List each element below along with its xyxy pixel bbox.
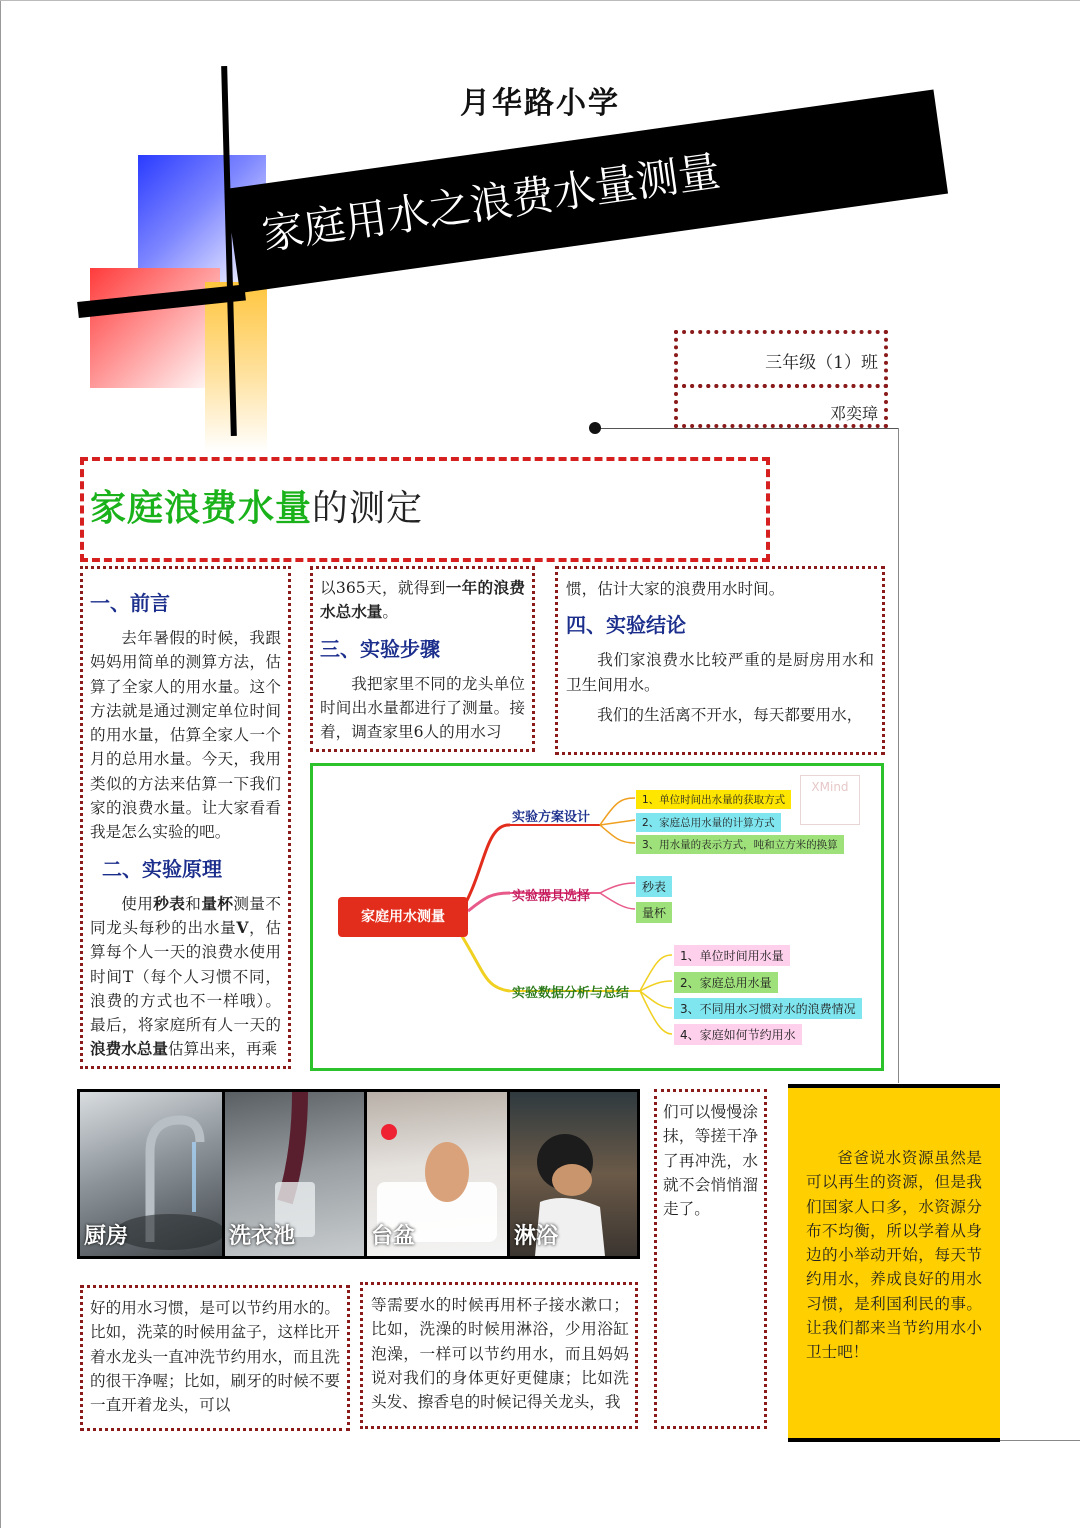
mindmap-leaf-stopwatch: 秒表 bbox=[636, 876, 672, 897]
heading-principle: 二、实验原理 bbox=[102, 856, 222, 881]
photo-laundry bbox=[225, 1092, 364, 1256]
banner-title: 家庭用水之浪费水量测量 bbox=[258, 146, 724, 260]
photo-strip bbox=[77, 1089, 640, 1259]
conclusion-text-1: 我们家浪费水比较严重的是厨房用水和卫生间用水。 bbox=[566, 651, 874, 694]
photo-washbasin bbox=[367, 1092, 507, 1256]
content-right-rule bbox=[898, 428, 899, 1083]
habits-cont-text: 等需要水的时候再用杯子接水漱口；比如，洗澡的时候用淋浴，少用浴缸泡澡，一样可以节约用水，而且妈妈说对我们的身体更好更健康；比如洗头发、擦香皂的时候记得关龙头，我 bbox=[371, 1296, 629, 1412]
column-tip bbox=[654, 1089, 767, 1429]
connector-line bbox=[597, 428, 899, 429]
principle-t1: 使用 bbox=[121, 894, 154, 913]
mindmap-branch-tools: 实验器具选择 bbox=[512, 889, 591, 904]
decor-red-square bbox=[90, 268, 220, 388]
student-name: 邓奕璋 bbox=[829, 404, 878, 423]
section-title-rest: 的测定 bbox=[312, 488, 424, 529]
closing-note bbox=[788, 1084, 1000, 1442]
steps-t1: 以365天，就得到 bbox=[320, 579, 446, 597]
preface-text: 去年暑假的时候，我跟妈妈用简单的测算方法，估算了全家人的用水量。这个方法就是通过测定单位时间的用水量，估算全家人一个月的总用水量。今天，我用类似的方法来估算一下我们家的浪费水量。让大家看看我是怎么实验的吧。 bbox=[90, 629, 281, 842]
steps-text: 我把家里不同的龙头单位时间出水量都进行了测量。接着，调查家里6人的用水习 bbox=[320, 674, 525, 742]
principle-cup: 量杯 bbox=[201, 893, 234, 913]
photo-label-laundry: 洗衣池 bbox=[229, 1224, 296, 1249]
heading-preface: 一、前言 bbox=[90, 591, 170, 615]
connector-dot bbox=[589, 422, 601, 434]
name-box bbox=[674, 384, 888, 428]
column-habits bbox=[80, 1285, 350, 1431]
section-title bbox=[90, 480, 423, 531]
heading-conclusion: 四、实验结论 bbox=[566, 613, 686, 638]
conclusion-text-2: 我们的生活离不开水，每天都要用水， bbox=[597, 705, 863, 724]
page-top-border bbox=[0, 0, 1080, 1]
photo-shower bbox=[510, 1092, 637, 1256]
mindmap-watermark-text: XMind bbox=[811, 780, 849, 794]
page-left-border bbox=[0, 0, 1, 1528]
steps-yearly: 一年的浪费水总水量 bbox=[320, 578, 525, 622]
mindmap-leaf-analysis-2: 2、家庭总用水量 bbox=[674, 972, 778, 993]
section-title-highlight: 家庭浪费水量 bbox=[90, 487, 313, 529]
mindmap-leaf-analysis-4: 4、家庭如何节约用水 bbox=[674, 1024, 802, 1045]
principle-v: V bbox=[236, 917, 249, 937]
class-label: 三年级（1）班 bbox=[765, 353, 878, 373]
school-name: 月华路小学 bbox=[460, 86, 620, 121]
principle-t5: 估算出来，再乘 bbox=[167, 1040, 278, 1059]
steps-continue bbox=[320, 576, 525, 625]
steps-t2: 。 bbox=[382, 603, 398, 622]
photo-label-washbasin: 台盆 bbox=[371, 1224, 416, 1249]
mindmap-leaf-plan-3: 3、用水量的表示方式，吨和立方米的换算 bbox=[636, 835, 844, 854]
mindmap-leaf-analysis-3: 3、不同用水习惯对水的浪费情况 bbox=[674, 998, 862, 1019]
column-intro bbox=[80, 566, 291, 1069]
mindmap-branch-plan: 实验方案设计 bbox=[512, 810, 591, 825]
closing-text: 爸爸说水资源虽然是可以再生的资源，但是我们国家人口多，水资源分布不均衡，所以学着从身边的小举动开始，每天节约用水，养成良好的用水习惯，是利国利民的事。让我们都来当节约用水小卫士吧！ bbox=[806, 1149, 982, 1362]
photo-label-shower: 淋浴 bbox=[514, 1224, 559, 1249]
mindmap-watermark bbox=[800, 775, 860, 825]
mindmap-branch-analysis: 实验数据分析与总结 bbox=[512, 986, 630, 1001]
mindmap-leaf-plan-2: 2、家庭总用水量的计算方式 bbox=[636, 813, 781, 832]
mindmap-center-node: 家庭用水测量 bbox=[338, 897, 468, 937]
photo-kitchen bbox=[80, 1092, 222, 1256]
conclusion-continue: 惯，估计大家的浪费用水时间。 bbox=[566, 580, 785, 598]
class-box bbox=[674, 330, 888, 388]
column-habits-cont bbox=[360, 1282, 638, 1429]
mindmap-leaf-cup: 量杯 bbox=[636, 902, 672, 923]
footer-rule bbox=[1000, 1440, 1080, 1441]
principle-t4: ，估算每个人一天的浪费水使用时间T（每个人习惯不同，浪费的方式也不一样哦）。最后，将家庭所有人一天的 bbox=[90, 918, 281, 1035]
column-steps bbox=[310, 566, 535, 752]
habits-text: 好的用水习惯，是可以节约用水的。比如，洗菜的时候用盆子，这样比开着水龙头一直冲洗节约用水，而且洗的很干净喔；比如，刷牙的时候不要一直开着龙头，可以 bbox=[90, 1299, 340, 1415]
principle-total: 浪费水总量 bbox=[90, 1039, 168, 1059]
mindmap-leaf-analysis-1: 1、单位时间用水量 bbox=[674, 945, 790, 966]
mindmap-leaf-plan-1: 1、单位时间出水量的获取方式 bbox=[636, 790, 791, 809]
column-conclusion bbox=[555, 566, 885, 755]
principle-t2: 和 bbox=[185, 894, 202, 913]
tip-text: 们可以慢慢涂抹，等搓干净了再冲洗，水就不会悄悄溜走了。 bbox=[663, 1103, 758, 1219]
principle-text bbox=[90, 892, 281, 1062]
photo-label-kitchen: 厨房 bbox=[84, 1224, 129, 1249]
principle-stopwatch: 秒表 bbox=[153, 893, 186, 913]
heading-steps: 三、实验步骤 bbox=[320, 636, 440, 661]
principle-t3: 测量不同龙头每秒的出水量 bbox=[90, 894, 281, 937]
